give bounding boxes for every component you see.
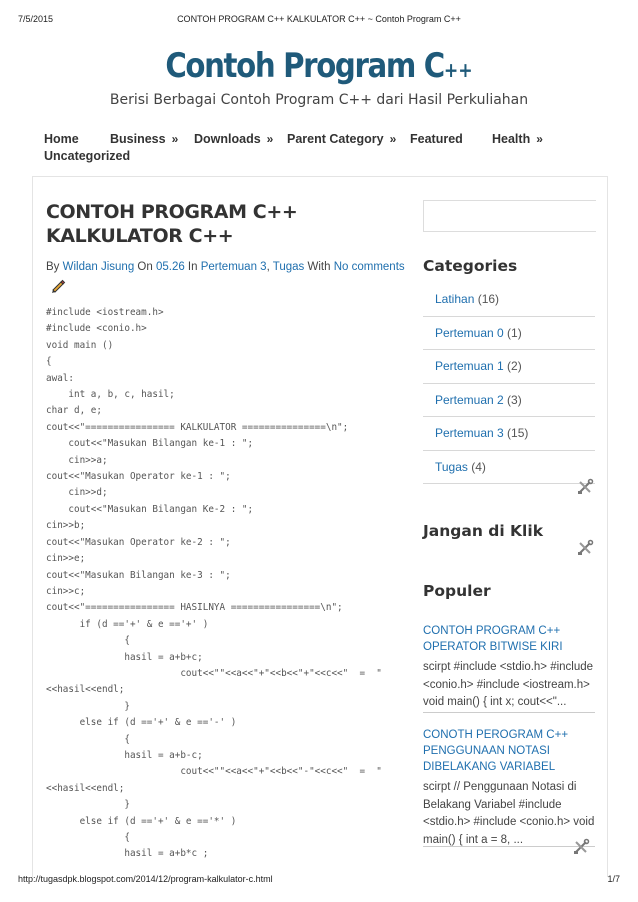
- popular-post-title[interactable]: CONTOH PROGRAM C++ OPERATOR BITWISE KIRI: [423, 625, 563, 653]
- print-page-number: 1/7: [607, 874, 620, 884]
- print-url: http://tugasdpk.blogspot.com/2014/12/program-kalkulator-c.html: [18, 874, 273, 884]
- main-nav: [44, 132, 604, 172]
- categories-title: Categories: [423, 257, 518, 275]
- print-date: 7/5/2015: [18, 14, 54, 24]
- category-name: Tugas: [435, 459, 468, 474]
- nav-item-home[interactable]: [44, 132, 79, 146]
- category-name: Pertemuan 0: [435, 325, 504, 340]
- nav-item-featured[interactable]: [410, 132, 463, 146]
- nav-item-health[interactable]: [492, 132, 543, 146]
- category-item[interactable]: [423, 417, 595, 451]
- category-count: (16): [474, 292, 500, 306]
- meta-in: In: [184, 261, 201, 273]
- author-link[interactable]: Wildan Jisung: [62, 261, 135, 273]
- category-item[interactable]: [423, 283, 595, 317]
- category-item[interactable]: [423, 451, 595, 485]
- nav-item-uncategorized[interactable]: [44, 149, 130, 163]
- tools-icon[interactable]: [572, 838, 590, 856]
- post-title[interactable]: CONTOH PROGRAM C++ KALKULATOR C++: [46, 201, 298, 247]
- code-block: #include <iostream.h> #include <conio.h> void main () { awal: int a, b, c, hasil; char d, e; cout<<"================ KALKULATOR ===============\n"; cout<<"Masukan Bilangan ke-1 : "; cin>>a; cout<<"Masukan Operator ke-1 : "; cin>>d; cout<<"Masukan Bilangan Ke-2 : "; cin>>b; cout<<"Masukan Operator ke-2 : "; cin>>e; cout<<"Masukan Bilangan ke-3 : "; cin>>c; cout<<"================ HASILNYA ================\n"; if (d =='+' & e =='+' ) { hasil = a+b+c; cout<<""<<a<<"+"<<b<<"+"<<c<<" = " <<hasil<<endl; } else if (d =='+' & e =='-' ) { hasil = a+b-c; cout<<""<<a<<"+"<<b<<"-"<<c<<" = " <<hasil<<endl; } else if (d =='+' & e =='*' ) { hasil = a+b*c ;: [46, 307, 382, 860]
- nav-item-business[interactable]: [110, 132, 178, 146]
- category-name: Pertemuan 2: [435, 392, 504, 407]
- label-link-pertemuan-3[interactable]: Pertemuan 3: [200, 261, 267, 273]
- meta-by: By: [46, 261, 63, 273]
- category-count: (4): [467, 459, 486, 474]
- populer-title: Populer: [423, 582, 491, 600]
- category-count: (2): [503, 359, 522, 373]
- pencil-icon[interactable]: [50, 278, 66, 294]
- popular-post-snippet: scirpt // Penggunaan Notasi di Belakang Variabel #include <stdio.h> #include <conio.h> void main() { int a = 8, ...: [423, 781, 595, 846]
- divider: [423, 712, 595, 713]
- nav-item-parent-category[interactable]: [287, 132, 396, 146]
- popular-post-snippet: scirpt #include <stdio.h> #include <conio.h> #include <iostream.h> void main() { int x; cout<<"...: [423, 661, 594, 708]
- post-meta: [46, 261, 406, 273]
- site-title-suffix: ++: [443, 58, 473, 82]
- nav-label: Health: [492, 132, 531, 146]
- print-footer: [18, 874, 620, 888]
- nav-label: Uncategorized: [44, 149, 131, 163]
- category-count: (15): [503, 426, 529, 440]
- site-description: Berisi Berbagai Contoh Program C++ dari Hasil Perkuliahan: [109, 92, 529, 108]
- meta-with: With: [304, 261, 334, 273]
- category-count: (1): [503, 325, 522, 340]
- categories-list: [423, 283, 595, 484]
- category-item[interactable]: [423, 317, 595, 351]
- category-name: Pertemuan 1: [435, 359, 504, 373]
- print-header: [18, 14, 620, 28]
- nav-item-downloads[interactable]: [194, 132, 273, 146]
- category-item[interactable]: [423, 384, 595, 418]
- category-name: Pertemuan 3: [435, 426, 504, 440]
- tools-icon[interactable]: [576, 478, 594, 496]
- category-count: (3): [503, 392, 522, 407]
- chevron-icon: »: [536, 132, 543, 146]
- nav-label: Business: [110, 132, 166, 146]
- site-title[interactable]: [45, 46, 594, 86]
- post-date-link[interactable]: 05.26: [155, 261, 185, 273]
- nav-label: Downloads: [194, 132, 261, 146]
- popular-post: [423, 727, 595, 849]
- chevron-icon: »: [389, 132, 397, 146]
- popular-post: [423, 623, 595, 712]
- nav-label: Parent Category: [287, 132, 384, 146]
- nav-label: Featured: [410, 132, 463, 146]
- meta-on: On: [134, 261, 156, 273]
- chevron-icon: »: [171, 132, 179, 146]
- sidebar-search-box[interactable]: [423, 200, 596, 232]
- label-link-tugas[interactable]: Tugas: [272, 261, 305, 273]
- popular-post-title[interactable]: CONOTH PEROGRAM C++ PENGGUNAAN NOTASI DIBELAKANG VARIABEL: [423, 729, 569, 773]
- comments-link[interactable]: No comments: [333, 261, 405, 273]
- print-page-title: CONTOH PROGRAM C++ KALKULATOR C++ ~ Contoh Program C++: [177, 14, 461, 24]
- chevron-icon: »: [266, 132, 274, 146]
- meta-comma: ,: [266, 261, 273, 273]
- nav-label: Home: [44, 132, 79, 146]
- jangan-di-klik-title: Jangan di Klik: [423, 522, 543, 540]
- category-name: Latihan: [435, 292, 475, 306]
- tools-icon[interactable]: [576, 539, 594, 557]
- site-title-text: Contoh Program C: [165, 46, 444, 86]
- divider: [423, 846, 595, 847]
- category-item[interactable]: [423, 350, 595, 384]
